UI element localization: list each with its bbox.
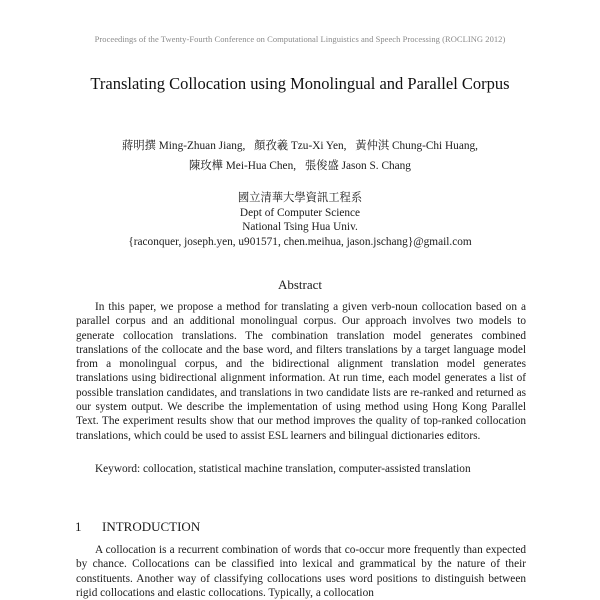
affiliation <box>0 191 600 249</box>
author-name: 顏孜羲 Tzu-Xi Yen, <box>254 140 347 152</box>
author-name: 蔣明撰 Ming-Zhuan Jiang, <box>122 140 246 152</box>
author-name: 張俊盛 Jason S. Chang <box>304 160 411 172</box>
author-list <box>0 136 600 176</box>
author-line-2 <box>0 156 600 176</box>
institution-chinese: 國立清華大學資訊工程系 <box>237 192 363 204</box>
section-title: INTRODUCTION <box>102 519 201 534</box>
running-head: Proceedings of the Twenty-Fourth Conference on Computational Linguistics and Speech Processing (ROCLING 2012) <box>94 34 506 44</box>
author-line-1 <box>0 136 600 156</box>
abstract-text: In this paper, we propose a method for translating a given verb-noun collocation based on a parallel corpus and an additional monolingual corpus. Our approach involves two models to generate collocation translations. The combination translation model generates combined translations of the collocate and the base word, and filters translations by a target language model from a monolingual corpus, and the bidirectional alignment translation model generates translations using bidirectional alignment information. At run time, each model generates a list of possible translation candidates, and translations in two candidate lists are re-ranked and returned as our system output. We describe the implementation of using method using Hong Kong Parallel Text. The experiment results show that our method improves the quality of top-ranked collocation translations, which could be used to assist ESL learners and bilingual dictionaries editors. <box>76 301 526 442</box>
author-name: 黃仲淇 Chung-Chi Huang, <box>355 140 478 152</box>
author-emails: {raconquer, joseph.yen, u901571, chen.meihua, jason.jschang}@gmail.com <box>128 235 472 248</box>
section-heading-introduction <box>75 519 200 535</box>
introduction-text: A collocation is a recurrent combination of words that co-occur more frequently than expected by chance. Collocations can be classified into lexical and grammatical by the nature of their constituents. Another way of classifying collocations uses word positions to distinguish between rigid collocations and elastic collocations. Typically, a collocation <box>76 544 526 599</box>
department: Dept of Computer Science <box>239 206 361 219</box>
author-name: 陳玫樺 Mei-Hua Chen, <box>189 160 297 172</box>
abstract-heading: Abstract <box>277 277 323 292</box>
paper-title: Translating Collocation using Monolingual and Parallel Corpus <box>90 74 510 93</box>
section-number: 1 <box>75 519 82 534</box>
keywords: Keyword: collocation, statistical machine translation, computer-assisted translation <box>95 463 471 475</box>
university: National Tsing Hua Univ. <box>242 221 358 233</box>
